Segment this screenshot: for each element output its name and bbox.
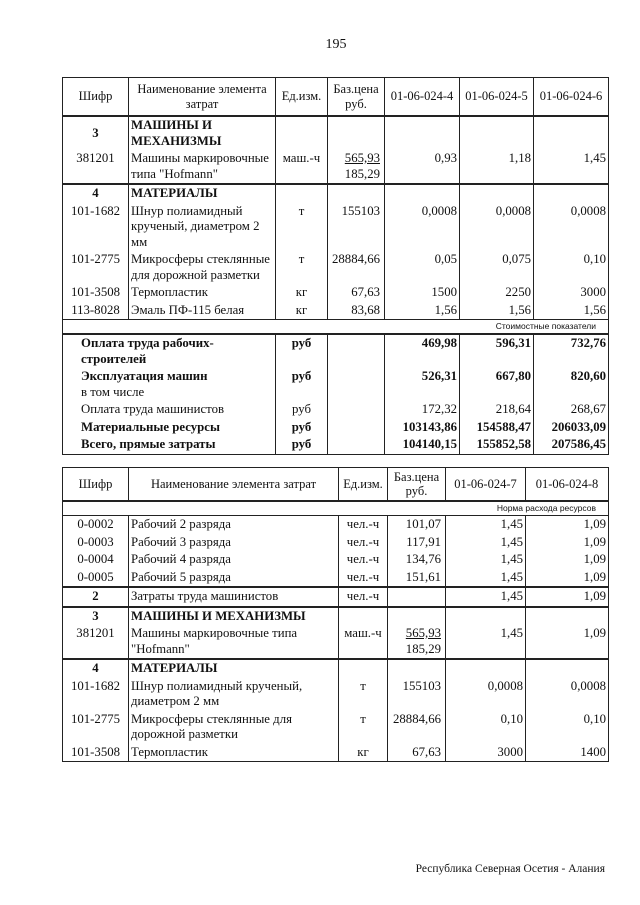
cost-unit: руб: [276, 401, 328, 419]
cost-unit: руб: [276, 436, 328, 454]
resource-quantity: 0,075: [460, 251, 534, 284]
resource-quantity: 1,09: [526, 551, 609, 569]
table-row: [63, 569, 609, 588]
base-price: 151,61: [405, 569, 441, 584]
resource-quantity: 0,0008: [534, 203, 609, 252]
header-code: Шифр: [63, 78, 129, 117]
resource-quantity: 3000: [446, 744, 526, 762]
base-price: 83,68: [351, 302, 380, 317]
page-number: 195: [325, 37, 347, 52]
base-price: 565,93: [405, 626, 441, 640]
empty-cell: [385, 116, 460, 150]
resource-quantity: 1,09: [526, 569, 609, 588]
cost-value: 526,31: [385, 368, 460, 401]
base-price: 155103: [341, 203, 380, 218]
resource-name: Рабочий 3 разряда: [129, 534, 339, 552]
resource-unit: кг: [276, 284, 328, 302]
cost-row: [63, 436, 609, 454]
cost-row: [63, 419, 609, 437]
table-row: [63, 551, 609, 569]
empty-cell: [446, 607, 526, 626]
cost-unit: руб: [276, 334, 328, 368]
resource-quantity: 1,45: [446, 551, 526, 569]
base-price: 565,93: [344, 151, 380, 165]
resource-unit: чел.-ч: [339, 516, 388, 534]
base-price-cell: [388, 516, 446, 534]
header-base-price: Баз.цена руб.: [328, 78, 385, 117]
empty-cell: [328, 401, 385, 419]
cost-value: 207586,45: [534, 436, 609, 454]
empty-cell: [388, 587, 446, 607]
table-row: [63, 516, 609, 534]
header-name: Наименование элемента затрат: [129, 78, 276, 117]
table-row: [63, 625, 609, 659]
base-price-cell: [328, 251, 385, 284]
cost-value: 172,32: [385, 401, 460, 419]
resource-name: Затраты труда машинистов: [129, 587, 339, 607]
cost-value: 596,31: [460, 334, 534, 368]
base-price: 155103: [402, 678, 441, 693]
base-price-cell: [388, 744, 446, 762]
resource-code: 101-3508: [63, 744, 129, 762]
cost-label-cell: [63, 419, 276, 437]
resource-unit: маш.-ч: [339, 625, 388, 659]
base-price-cell: [388, 711, 446, 744]
empty-cell: [385, 184, 460, 203]
resource-name: МАТЕРИАЛЫ: [129, 659, 339, 678]
resource-quantity: 1,09: [526, 587, 609, 607]
resource-code: 0-0003: [63, 534, 129, 552]
table-row: [63, 744, 609, 762]
cost-value: 104140,15: [385, 436, 460, 454]
base-price-cell: [328, 203, 385, 252]
header-norm-code: 01-06-024-8: [526, 468, 609, 502]
resource-name: Машины маркировочные типа "Hofmann": [129, 625, 339, 659]
resource-quantity: 0,10: [534, 251, 609, 284]
empty-cell: [526, 659, 609, 678]
cost-label: Всего, прямые затраты: [81, 437, 216, 451]
empty-cell: [534, 184, 609, 203]
header-norm-code: 01-06-024-4: [385, 78, 460, 117]
resource-quantity: 1500: [385, 284, 460, 302]
header-unit: Ед.изм.: [276, 78, 328, 117]
cost-label: Оплата труда машинистов: [81, 402, 225, 416]
resource-code: 2: [63, 587, 129, 607]
resource-code: 113-8028: [63, 302, 129, 320]
base-price: 28884,66: [393, 711, 441, 726]
empty-cell: [328, 184, 385, 203]
base-price-cell: [328, 302, 385, 320]
cost-value: 268,67: [534, 401, 609, 419]
resource-name: МАШИНЫ И МЕХАНИЗМЫ: [129, 607, 339, 626]
cost-value: 667,80: [460, 368, 534, 401]
resource-unit: т: [339, 678, 388, 711]
resource-name: Микросферы стеклянные для дорожной разметки: [129, 711, 339, 744]
resource-name: Эмаль ПФ-115 белая: [129, 302, 276, 320]
cost-value: 218,64: [460, 401, 534, 419]
empty-cell: [460, 116, 534, 150]
cost-caption: Стоимостные показатели: [63, 320, 609, 335]
resource-quantity: 0,10: [446, 711, 526, 744]
resource-table-1: [62, 77, 609, 455]
resource-unit: маш.-ч: [276, 150, 328, 184]
cost-value: 732,76: [534, 334, 609, 368]
empty-cell: [328, 419, 385, 437]
table-row: [63, 534, 609, 552]
resource-code: 101-2775: [63, 251, 129, 284]
table-row: [63, 251, 609, 284]
resource-quantity: 2250: [460, 284, 534, 302]
resource-unit: т: [339, 711, 388, 744]
cost-label-cell: [63, 368, 276, 401]
resource-name: Рабочий 2 разряда: [129, 516, 339, 534]
cost-value: 155852,58: [460, 436, 534, 454]
resource-quantity: 1,56: [385, 302, 460, 320]
resource-quantity: 0,0008: [385, 203, 460, 252]
resource-quantity: 1,45: [446, 569, 526, 588]
resource-name: Рабочий 5 разряда: [129, 569, 339, 588]
empty-cell: [460, 184, 534, 203]
table-1-head: [63, 78, 609, 117]
cost-row: [63, 334, 609, 368]
resource-quantity: 1,18: [460, 150, 534, 184]
empty-cell: [388, 659, 446, 678]
resource-quantity: 1,45: [446, 516, 526, 534]
cost-label: Материальные ресурсы: [81, 419, 220, 434]
empty-cell: [339, 607, 388, 626]
resource-unit: чел.-ч: [339, 587, 388, 607]
cost-value: 206033,09: [534, 419, 609, 437]
resource-quantity: 1,56: [534, 302, 609, 320]
cost-row: [63, 368, 609, 401]
resource-table-2: [62, 467, 609, 762]
resource-unit: кг: [276, 302, 328, 320]
resource-code: 0-0002: [63, 516, 129, 534]
resource-name: Машины маркировочные типа "Hofmann": [129, 150, 276, 184]
header-base-price: Баз.цена руб.: [388, 468, 446, 502]
empty-cell: [328, 368, 385, 401]
resource-code: 101-2775: [63, 711, 129, 744]
header-name: Наименование элемента затрат: [129, 468, 339, 502]
resource-code: 4: [63, 659, 129, 678]
norm-caption: Норма расхода ресурсов: [63, 501, 609, 516]
empty-cell: [276, 116, 328, 150]
table-row: [63, 150, 609, 184]
empty-cell: [526, 607, 609, 626]
base-price: 134,76: [405, 552, 441, 566]
cost-label-cell: [63, 334, 276, 368]
resource-name: Термопластик: [129, 744, 339, 762]
resource-code: 0-0005: [63, 569, 129, 588]
resource-code: 101-1682: [63, 203, 129, 252]
base-price: 117,91: [406, 534, 441, 549]
resource-unit: т: [276, 203, 328, 252]
base-price-machinist-wage: 185,29: [344, 166, 380, 181]
header-norm-code: 01-06-024-6: [534, 78, 609, 117]
section-row: [63, 587, 609, 607]
table-2-head: [63, 468, 609, 502]
base-price: 101,07: [405, 517, 441, 531]
base-price-machinist-wage: 185,29: [405, 641, 441, 656]
resource-unit: чел.-ч: [339, 534, 388, 552]
empty-cell: [328, 116, 385, 150]
resource-unit: чел.-ч: [339, 569, 388, 588]
resource-name: Шнур полиамидный крученый, диаметром 2 мм: [129, 203, 276, 252]
resource-name: Рабочий 4 разряда: [129, 551, 339, 569]
resource-name: Микросферы стеклянные для дорожной разметки: [129, 251, 276, 284]
section-row: [63, 116, 609, 150]
header-norm-code: 01-06-024-5: [460, 78, 534, 117]
cost-label-cell: [63, 436, 276, 454]
table-row: [63, 284, 609, 302]
empty-cell: [276, 184, 328, 203]
base-price: 67,63: [351, 285, 380, 299]
cost-value: 469,98: [385, 334, 460, 368]
resource-name: МАТЕРИАЛЫ: [129, 184, 276, 203]
resource-quantity: 3000: [534, 284, 609, 302]
resource-quantity: 0,05: [385, 251, 460, 284]
table-header-row: [63, 78, 609, 117]
resource-quantity: 1,45: [534, 150, 609, 184]
cost-label: Эксплуатация машин: [81, 369, 208, 383]
cost-value: 820,60: [534, 368, 609, 401]
empty-cell: [446, 659, 526, 678]
resource-quantity: 1,45: [446, 587, 526, 607]
resource-unit: т: [276, 251, 328, 284]
header-unit: Ед.изм.: [339, 468, 388, 502]
empty-cell: [388, 607, 446, 626]
resource-quantity: 0,93: [385, 150, 460, 184]
resource-code: 0-0004: [63, 551, 129, 569]
resource-quantity: 0,0008: [460, 203, 534, 252]
header-code: Шифр: [63, 468, 129, 502]
table-row: [63, 203, 609, 252]
resource-quantity: 1400: [526, 744, 609, 762]
resource-code: 4: [63, 184, 129, 203]
table-row: [63, 711, 609, 744]
resource-code: 381201: [63, 150, 129, 184]
norm-caption-row: [63, 501, 609, 516]
empty-cell: [328, 334, 385, 368]
header-norm-code: 01-06-024-7: [446, 468, 526, 502]
table-header-row: [63, 468, 609, 502]
resource-name: Шнур полиамидный крученый, диаметром 2 мм: [129, 678, 339, 711]
cost-unit: руб: [276, 368, 328, 401]
resource-code: 381201: [63, 625, 129, 659]
resource-quantity: 1,56: [460, 302, 534, 320]
cost-row: [63, 401, 609, 419]
base-price: 28884,66: [332, 252, 380, 266]
table-row: [63, 678, 609, 711]
section-row: [63, 659, 609, 678]
empty-cell: [534, 116, 609, 150]
cost-sublabel: в том числе: [81, 384, 145, 399]
base-price-cell: [328, 284, 385, 302]
table-1-body: [63, 116, 609, 454]
resource-quantity: 0,0008: [446, 678, 526, 711]
resource-code: 101-1682: [63, 678, 129, 711]
resource-quantity: 1,09: [526, 516, 609, 534]
base-price-cell: [388, 569, 446, 588]
base-price-cell: [388, 678, 446, 711]
empty-cell: [339, 659, 388, 678]
table-row: [63, 302, 609, 320]
empty-cell: [328, 436, 385, 454]
resource-quantity: 1,09: [526, 625, 609, 659]
cost-unit: руб: [276, 419, 328, 437]
resource-quantity: 1,45: [446, 534, 526, 552]
resource-unit: кг: [339, 744, 388, 762]
resource-unit: чел.-ч: [339, 551, 388, 569]
base-price-cell: [388, 625, 446, 659]
cost-label-cell: [63, 401, 276, 419]
resource-quantity: 1,09: [526, 534, 609, 552]
base-price-cell: [388, 534, 446, 552]
section-row: [63, 607, 609, 626]
resource-code: 101-3508: [63, 284, 129, 302]
resource-quantity: 0,0008: [526, 678, 609, 711]
resource-code: 3: [63, 116, 129, 150]
resource-name: Термопластик: [129, 284, 276, 302]
base-price-cell: [328, 150, 385, 184]
cost-label: Оплата труда рабочих-строителей: [81, 336, 214, 366]
cost-caption-row: [63, 320, 609, 335]
resource-quantity: 1,45: [446, 625, 526, 659]
table-2-body: [63, 501, 609, 762]
base-price: 67,63: [412, 744, 441, 759]
cost-value: 103143,86: [385, 419, 460, 437]
section-row: [63, 184, 609, 203]
cost-value: 154588,47: [460, 419, 534, 437]
base-price-cell: [388, 551, 446, 569]
resource-code: 3: [63, 607, 129, 626]
resource-quantity: 0,10: [526, 711, 609, 744]
page-footer: Республика Северная Осетия - Алания: [415, 863, 605, 875]
resource-name: МАШИНЫ И МЕХАНИЗМЫ: [129, 116, 276, 150]
